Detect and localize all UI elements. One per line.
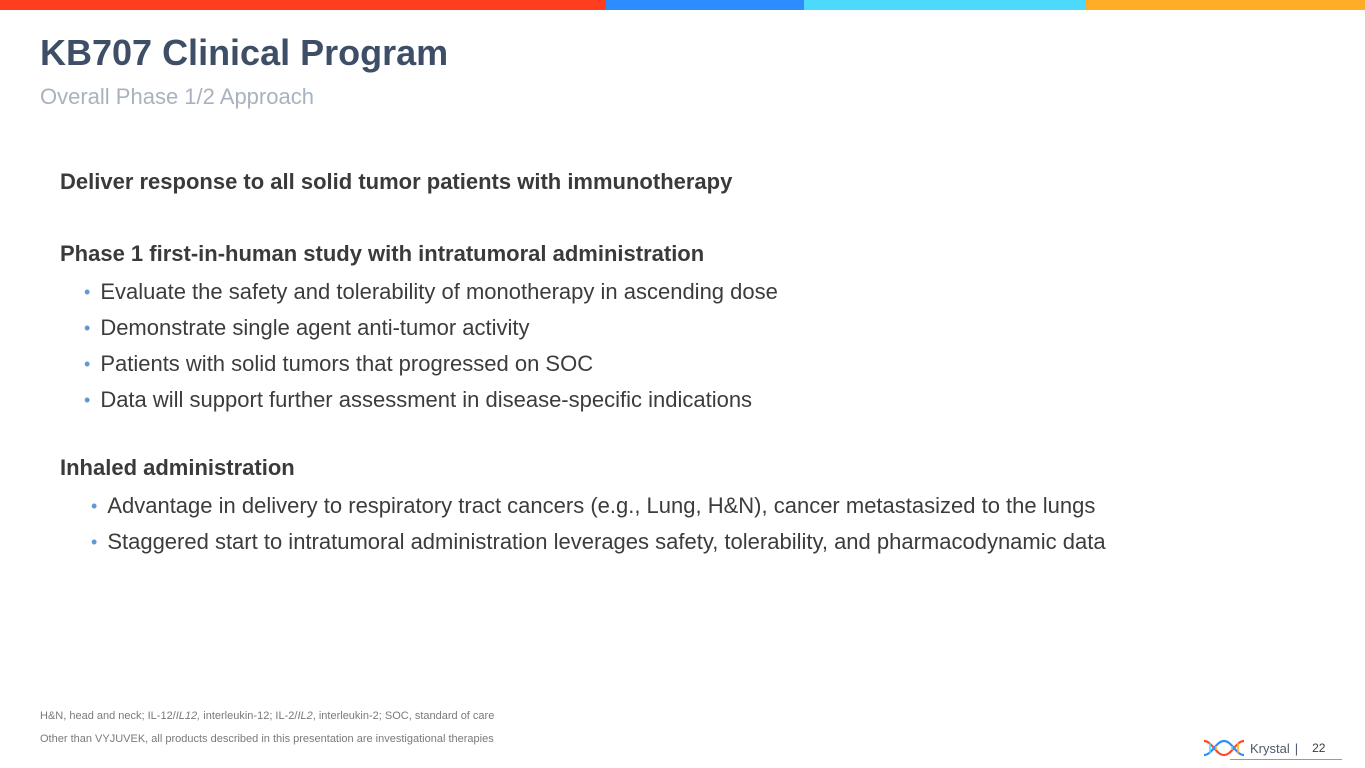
bullet-icon: • <box>84 390 91 410</box>
dna-helix-icon <box>1202 737 1246 759</box>
bullet-text: Demonstrate single agent anti-tumor activity <box>100 315 530 340</box>
list-item <box>60 382 1320 418</box>
bullet-text: Patients with solid tumors that progressed on SOC <box>100 351 594 376</box>
bullet-text: Advantage in delivery to respiratory tract cancers (e.g., Lung, H&N), cancer metastasized to the lungs <box>107 493 1096 518</box>
bullet-icon: • <box>91 532 98 552</box>
footnote-text: , interleukin-2; SOC, standard of care <box>312 710 495 722</box>
top-bar-orange-segment <box>1086 0 1365 10</box>
list-item <box>60 274 1320 310</box>
phase1-heading: Phase 1 first-in-human study with intratumoral administration <box>60 241 705 266</box>
bullet-icon: • <box>84 354 91 374</box>
abbreviations-footnote <box>40 710 494 722</box>
bullet-icon: • <box>84 282 91 302</box>
top-bar-cyan-segment <box>804 0 1086 10</box>
top-bar-red-segment <box>0 0 606 10</box>
intro-heading: Deliver response to all solid tumor patients with immunotherapy <box>60 169 733 194</box>
footnote-text: interleukin-12; IL-2/ <box>200 710 298 722</box>
slide-title: KB707 Clinical Program <box>40 32 449 73</box>
bullet-text: Staggered start to intratumoral administration leverages safety, tolerability, and pharmacodynamic data <box>107 529 1106 554</box>
footer-separator: | <box>1294 740 1299 756</box>
slide-subtitle: Overall Phase 1/2 Approach <box>40 84 314 109</box>
brand-name: Krystal <box>1250 740 1290 756</box>
footnote-italic-text: IL12, <box>175 710 201 722</box>
footer-brand <box>1202 736 1325 760</box>
footer-underline <box>1230 759 1342 760</box>
bullet-text: Data will support further assessment in disease-specific indications <box>100 387 753 412</box>
list-item <box>60 346 1320 382</box>
bullet-icon: • <box>91 496 98 516</box>
footnote-italic-text: IL2 <box>297 710 313 722</box>
footnote-text: H&N, head and neck; IL-12/ <box>40 710 176 722</box>
top-color-bar <box>0 0 1365 10</box>
disclaimer-footnote: Other than VYJUVEK, all products described in this presentation are investigational therapies <box>40 733 494 745</box>
bullet-icon: • <box>84 318 91 338</box>
list-item <box>60 524 1320 560</box>
phase1-bullet-list <box>60 274 1320 418</box>
bullet-text: Evaluate the safety and tolerability of monotherapy in ascending dose <box>100 279 778 304</box>
top-bar-blue-segment <box>606 0 804 10</box>
list-item <box>60 488 1320 524</box>
slide-body <box>60 166 1320 560</box>
page-number: 22 <box>1312 741 1326 755</box>
inhaled-bullet-list <box>60 488 1320 560</box>
inhaled-heading: Inhaled administration <box>60 455 295 480</box>
list-item <box>60 310 1320 346</box>
